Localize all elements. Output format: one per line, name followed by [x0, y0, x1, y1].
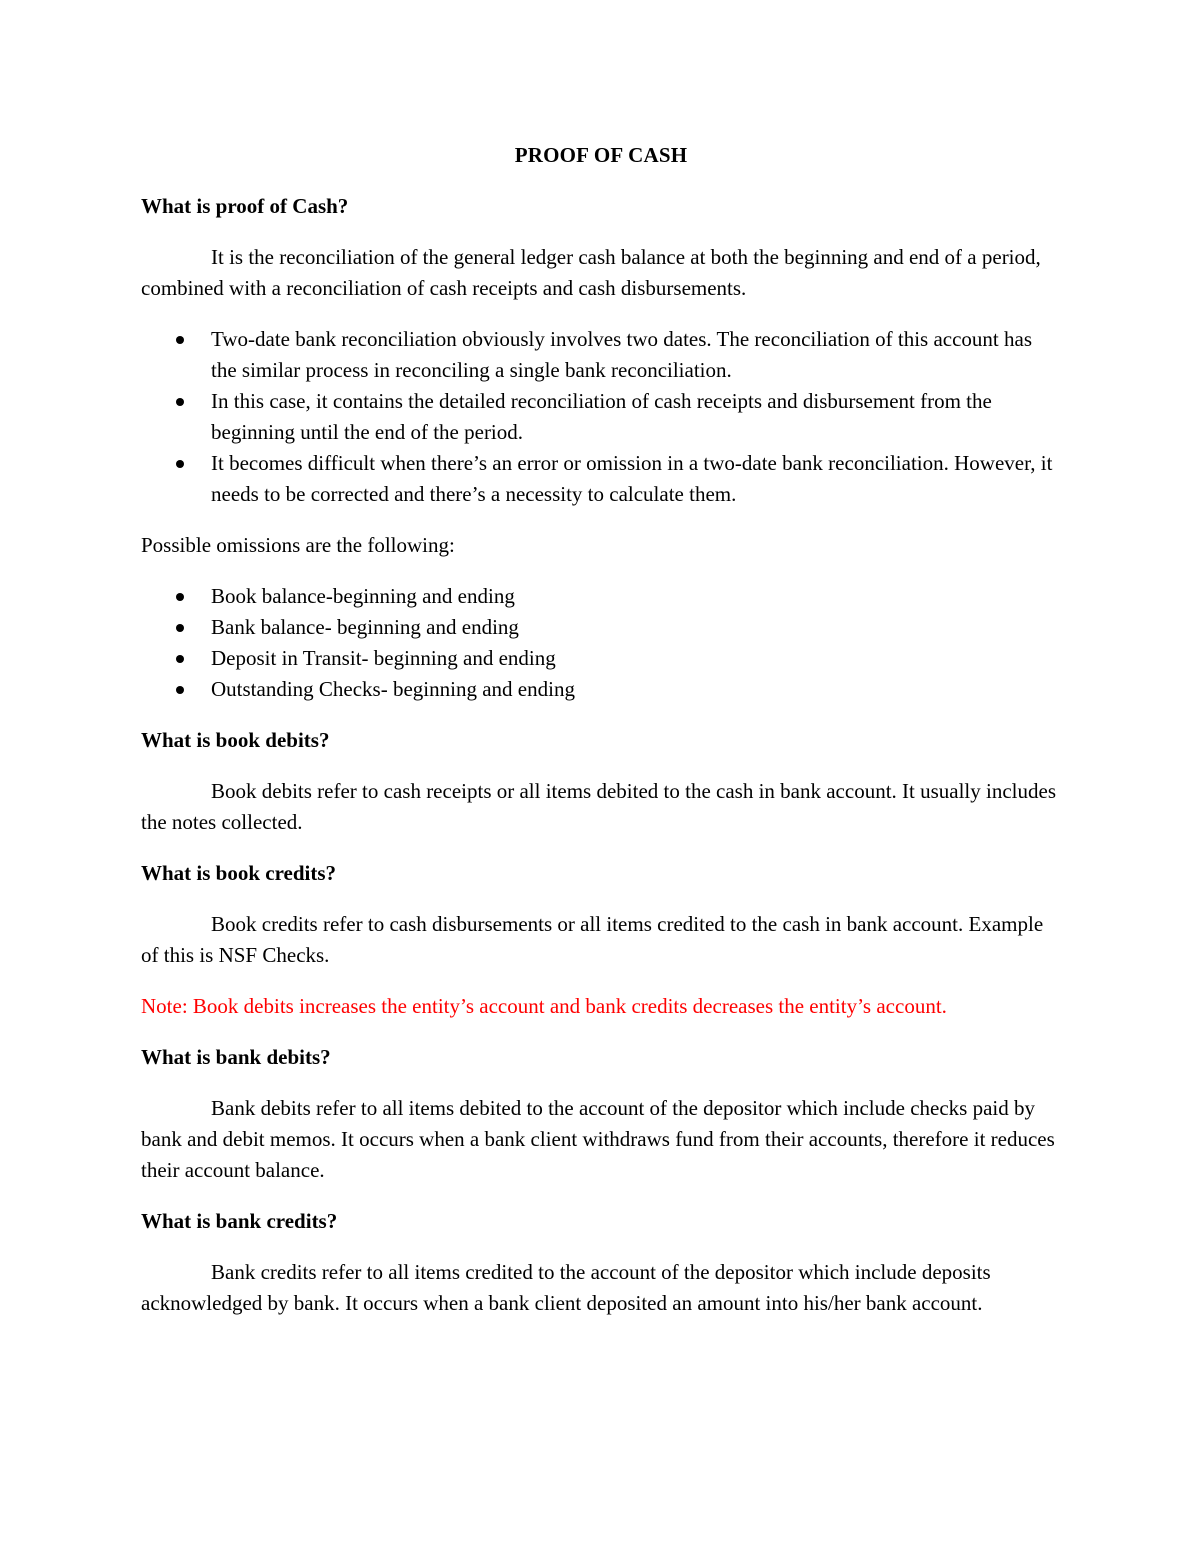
- paragraph-bank-debits: Bank debits refer to all items debited to the account of the depositor which include checks paid by bank and debit memos. It occurs when a bank client withdraws fund from their accounts, therefore it reduces their account balance.: [141, 1096, 1055, 1182]
- list-item: [141, 448, 1061, 510]
- note-text: Note: Book debits increases the entity’s account and bank credits decreases the entity’s account.: [141, 994, 947, 1018]
- proof-of-cash-bullet-list: [141, 324, 1061, 510]
- heading-book-debits: What is book debits?: [141, 728, 330, 752]
- list-item: [141, 643, 1061, 674]
- list-item-text: Two-date bank reconciliation obviously involves two dates. The reconciliation of this account has the similar process in reconciling a single bank reconciliation.: [211, 327, 1033, 382]
- omissions-bullet-list: [141, 581, 1061, 705]
- list-item: [141, 324, 1061, 386]
- bullet-icon: [176, 336, 184, 344]
- paragraph-book-debits: Book debits refer to cash receipts or all items debited to the cash in bank account. It usually includes the notes collected.: [141, 779, 1057, 834]
- list-item: [141, 386, 1061, 448]
- list-item: [141, 612, 1061, 643]
- paragraph-bank-credits: Bank credits refer to all items credited to the account of the depositor which include deposits acknowledged by bank. It occurs when a bank client deposited an amount into his/her bank account.: [141, 1260, 991, 1315]
- paragraph-book-credits: Book credits refer to cash disbursements or all items credited to the cash in bank account. Example of this is NSF Checks.: [141, 912, 1044, 967]
- list-item-text: In this case, it contains the detailed reconciliation of cash receipts and disbursement from the beginning until the end of the period.: [211, 389, 992, 444]
- bullet-icon: [176, 686, 184, 694]
- omissions-intro: Possible omissions are the following:: [141, 533, 455, 557]
- list-item-text: Outstanding Checks- beginning and ending: [211, 677, 575, 701]
- bullet-icon: [176, 460, 184, 468]
- paragraph-proof-of-cash: It is the reconciliation of the general ledger cash balance at both the beginning and end of a period, combined with a reconciliation of cash receipts and cash disbursements.: [141, 245, 1041, 300]
- heading-book-credits: What is book credits?: [141, 861, 337, 885]
- document-title: PROOF OF CASH: [514, 143, 688, 167]
- bullet-icon: [176, 398, 184, 406]
- document-body: [141, 140, 1061, 1339]
- heading-proof-of-cash: What is proof of Cash?: [141, 194, 349, 218]
- heading-bank-debits: What is bank debits?: [141, 1045, 331, 1069]
- list-item-text: Bank balance- beginning and ending: [211, 615, 519, 639]
- bullet-icon: [176, 593, 184, 601]
- heading-bank-credits: What is bank credits?: [141, 1209, 338, 1233]
- list-item: [141, 674, 1061, 705]
- list-item-text: Deposit in Transit- beginning and ending: [211, 646, 556, 670]
- bullet-icon: [176, 655, 184, 663]
- bullet-icon: [176, 624, 184, 632]
- list-item: [141, 581, 1061, 612]
- list-item-text: It becomes difficult when there’s an error or omission in a two-date bank reconciliation. However, it needs to be corrected and there’s a necessity to calculate them.: [211, 451, 1053, 506]
- list-item-text: Book balance-beginning and ending: [211, 584, 515, 608]
